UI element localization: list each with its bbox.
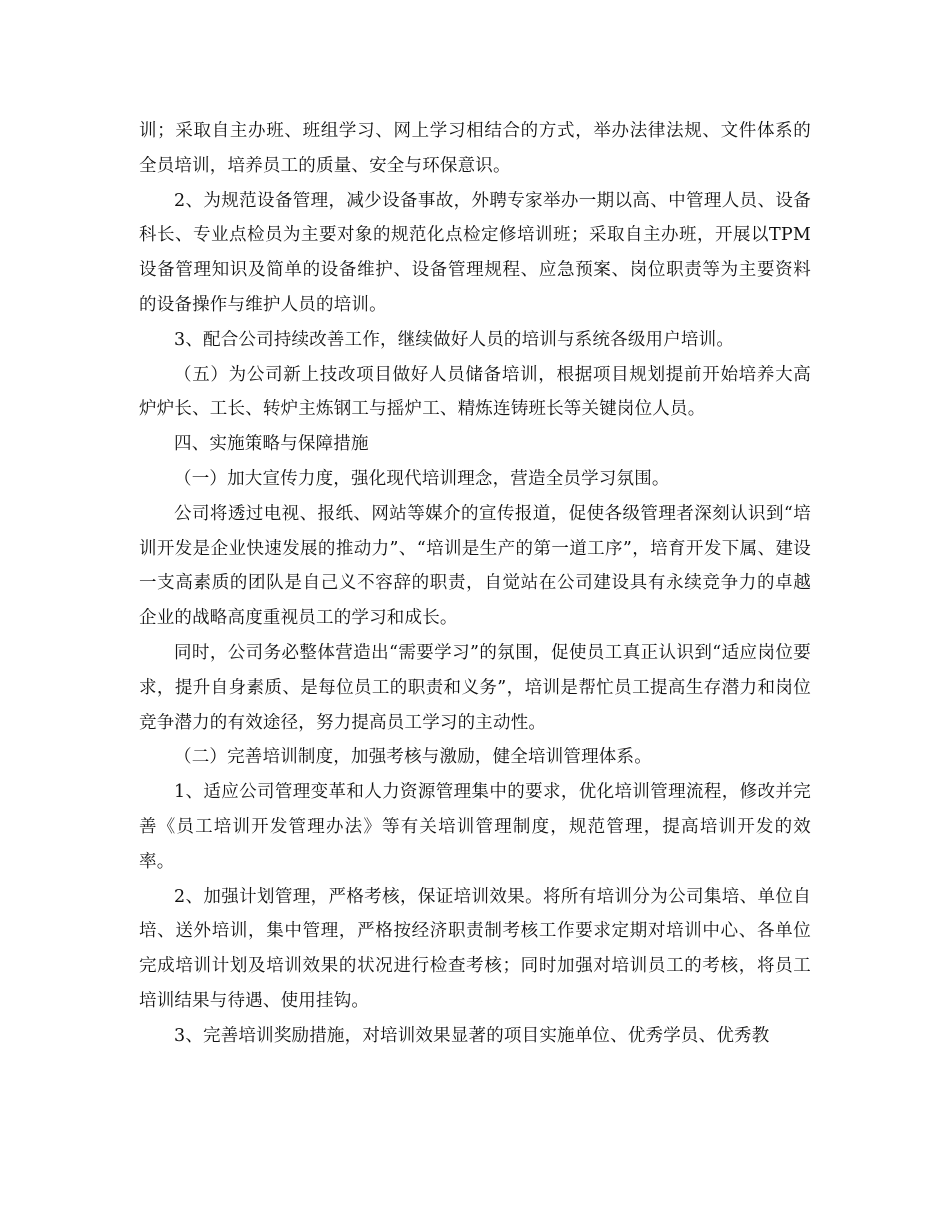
paragraph-reserve-training: （五）为公司新上技改项目做好人员储备培训，根据项目规划提前开始培养大高炉炉长、工长、转炉主炼钢工与摇炉工、精炼连铸班长等关键岗位人员。 [139,364,811,420]
paragraph-learning-atmosphere: 同时，公司务必整体营造出“需要学习”的氛围，促使员工真正认识到“适应岗位要求，提升自身素质、是每位员工的职责和义务”，培训是帮忙员工提高生存潜力和岗位竞争潜力的有效途径，努力提高员工学习的主动性。 [139,642,811,733]
paragraph-management-process: 1、适应公司管理变革和人力资源管理集中的要求，优化培训管理流程，修改并完善《员工培训开发管理办法》等有关培训管理制度，规范管理，提高培训开发的效率。 [139,782,811,872]
paragraph-reward-measures: 3、完善培训奖励措施，对培训效果显著的项目实施单位、优秀学员、优秀教 [174,1025,770,1046]
subheading-training-system: （二）完善培训制度，加强考核与激励，健全培训管理体系。 [174,747,652,768]
paragraph-training-continuation: 训；采取自主办班、班组学习、网上学习相结合的方式，举办法律法规、文件体系的全员培训，培养员工的质量、安全与环保意识。 [139,121,811,176]
subheading-promotion: （一）加大宣传力度，强化现代培训理念，营造全员学习氛围。 [174,468,670,489]
paragraph-equipment-training: 2、为规范设备管理，减少设备事故，外聘专家举办一期以高、中管理人员、设备科长、专业点检员为主要对象的规范化点检定修培训班；采取自主办班，开展以TPM设备管理知识及简单的设备维护、设备管理规程、应急预案、岗位职责等为主要资料的设备操作与维护人员的培训。 [139,190,811,315]
paragraph-media-promotion: 公司将透过电视、报纸、网站等媒介的宣传报道，促使各级管理者深刻认识到“培训开发是企业快速发展的推动力”、“培训是生产的第一道工序”，培育开发下属、建设一支高素质的团队是自己义不容辞的职责，自觉站在公司建设具有永续竞争力的卓越企业的战略高度重视员工的学习和成长。 [139,503,811,629]
section-heading-strategy: 四、实施策略与保障措施 [174,434,369,455]
paragraph-continuous-improvement: 3、配合公司持续改善工作，继续做好人员的培训与系统各级用户培训。 [174,329,735,350]
paragraph-plan-management: 2、加强计划管理，严格考核，保证培训效果。将所有培训分为公司集培、单位自培、送外培训，集中管理，严格按经济职责制考核工作要求定期对培训中心、各单位完成培训计划及培训效果的状况进行检查考核；同时加强对培训员工的考核，将员工培训结果与待遇、使用挂钩。 [139,886,811,1011]
document-body [139,114,811,1054]
